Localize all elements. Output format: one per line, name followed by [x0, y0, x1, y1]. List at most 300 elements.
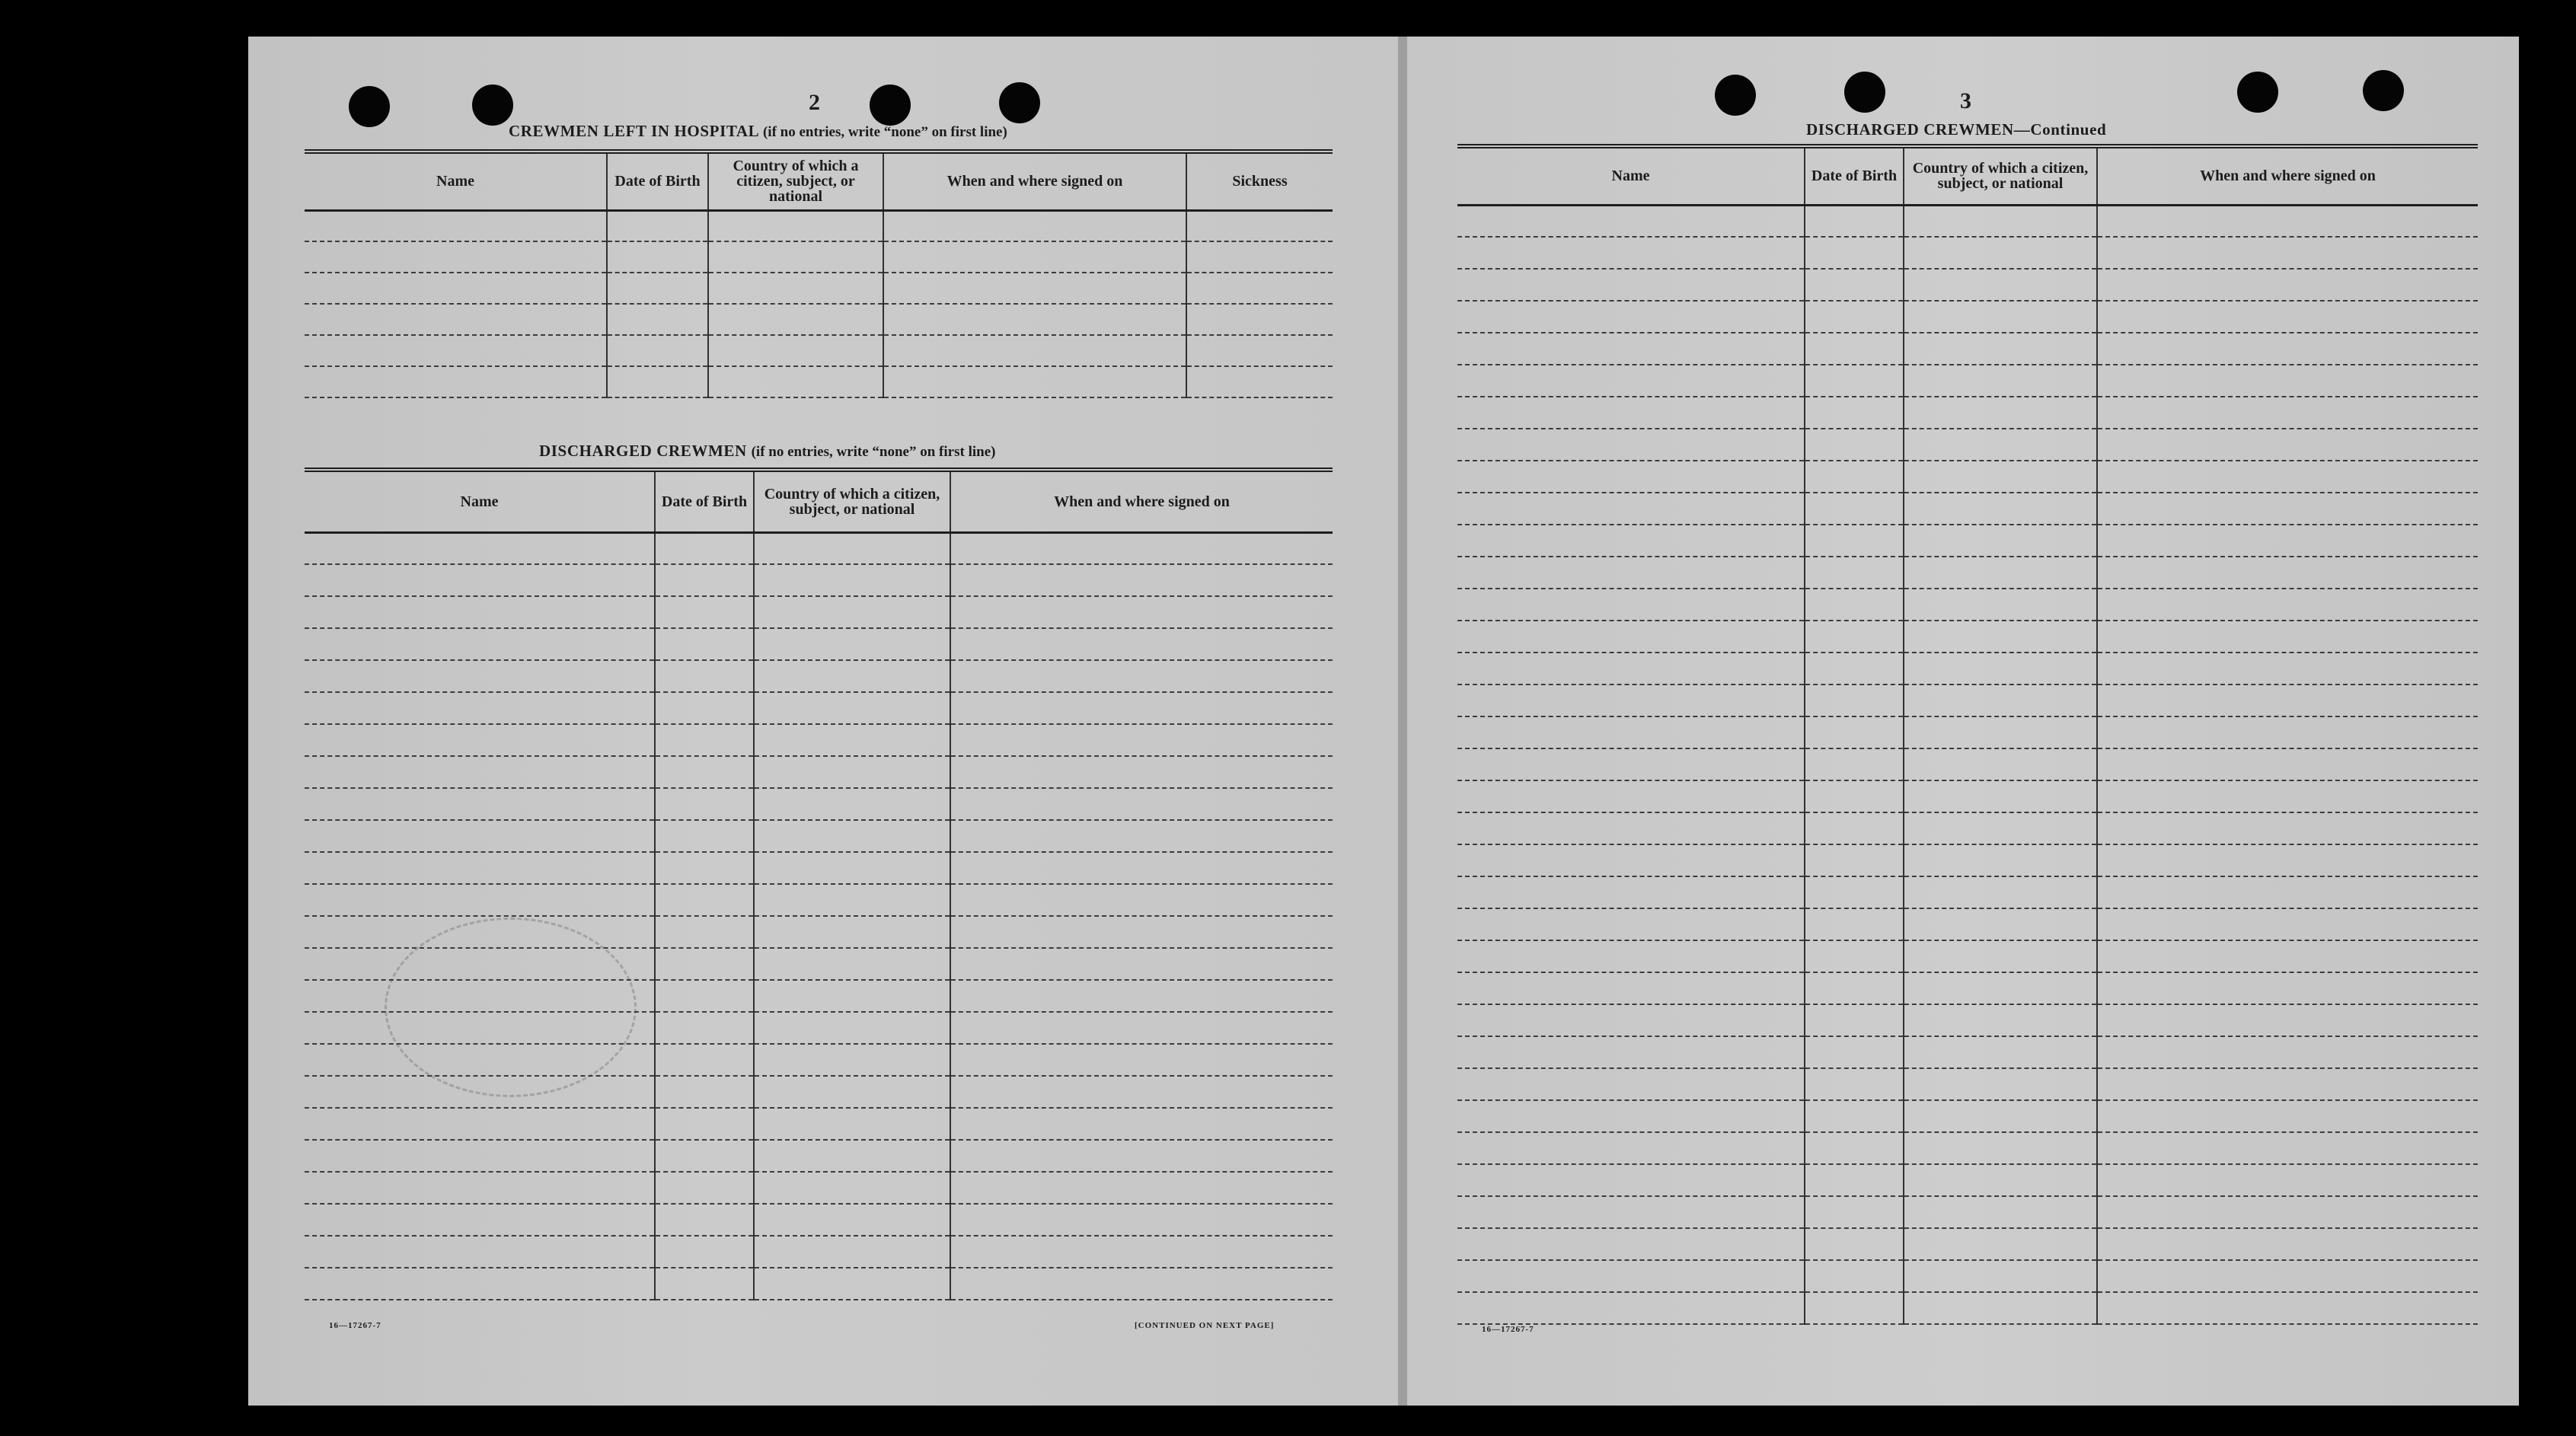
- table-cell: [607, 273, 708, 304]
- table-cell: [1904, 1068, 2097, 1100]
- table-cell: [754, 1236, 950, 1268]
- table-cell: [1904, 876, 2097, 908]
- table-cell: [655, 660, 754, 692]
- table-cell: [305, 1076, 655, 1108]
- table-cell: [754, 596, 950, 628]
- table-cell: [1904, 844, 2097, 876]
- table-row: [305, 273, 1333, 304]
- table-cell: [655, 916, 754, 948]
- table-cell: [1805, 525, 1904, 557]
- table-cell: [1904, 1004, 2097, 1036]
- table-cell: [950, 948, 1333, 980]
- table-cell: [883, 210, 1186, 241]
- table-cell: [1805, 205, 1904, 237]
- table-cell: [1457, 716, 1805, 748]
- table-row: [1457, 940, 2478, 972]
- table-cell: [1457, 1036, 1805, 1068]
- table-cell: [655, 852, 754, 884]
- table-cell: [754, 980, 950, 1012]
- table-cell: [1904, 1100, 2097, 1132]
- table-cell: [655, 564, 754, 596]
- table-cell: [2097, 1292, 2478, 1324]
- column-header: Sickness: [1186, 152, 1333, 210]
- table-cell: [754, 916, 950, 948]
- table-cell: [2097, 780, 2478, 812]
- table-cell: [1904, 525, 2097, 557]
- table-cell: [754, 884, 950, 916]
- table-cell: [305, 692, 655, 724]
- column-header: Date of Birth: [1805, 146, 1904, 205]
- table-cell: [754, 788, 950, 820]
- table-row: [1457, 1100, 2478, 1132]
- table-cell: [754, 1044, 950, 1076]
- table-cell: [305, 1044, 655, 1076]
- table-cell: [305, 304, 607, 335]
- table-cell: [1904, 461, 2097, 493]
- table-cell: [1805, 1196, 1904, 1228]
- table-cell: [883, 335, 1186, 366]
- column-header: When and where signed on: [950, 470, 1333, 532]
- table-cell: [1186, 366, 1333, 397]
- table-row: [1457, 972, 2478, 1004]
- table-cell: [2097, 1228, 2478, 1260]
- discharged-continued-table: [1457, 144, 2478, 1325]
- column-header: Country of which a citizen, subject, or national: [1904, 146, 2097, 205]
- table-cell: [2097, 589, 2478, 621]
- table-cell: [1805, 1036, 1904, 1068]
- table-cell: [1805, 940, 1904, 972]
- table-row: [1457, 684, 2478, 716]
- table-cell: [2097, 1164, 2478, 1196]
- table-row: [305, 1076, 1333, 1108]
- table-row: [305, 1172, 1333, 1204]
- table-row: [1457, 1004, 2478, 1036]
- table-cell: [2097, 237, 2478, 269]
- table-row: [1457, 716, 2478, 748]
- table-row: [305, 210, 1333, 241]
- table-cell: [950, 852, 1333, 884]
- table-cell: [754, 532, 950, 564]
- table-cell: [1457, 525, 1805, 557]
- table-cell: [950, 884, 1333, 916]
- table-cell: [1457, 237, 1805, 269]
- table-cell: [655, 1172, 754, 1204]
- table-row: [1457, 1196, 2478, 1228]
- table-cell: [1457, 461, 1805, 493]
- table-cell: [950, 532, 1333, 564]
- table-cell: [1457, 1068, 1805, 1100]
- continued-note: [CONTINUED ON NEXT PAGE]: [1135, 1321, 1275, 1330]
- table-cell: [1805, 653, 1904, 684]
- table-cell: [950, 1204, 1333, 1236]
- table-row: [1457, 844, 2478, 876]
- table-cell: [1904, 365, 2097, 397]
- table-cell: [1904, 429, 2097, 461]
- column-header: Name: [305, 470, 655, 532]
- table-cell: [950, 916, 1333, 948]
- table-cell: [1904, 301, 2097, 333]
- table-cell: [1805, 684, 1904, 716]
- column-header: When and where signed on: [2097, 146, 2478, 205]
- table-row: [1457, 1292, 2478, 1324]
- table-cell: [2097, 557, 2478, 589]
- table-cell: [2097, 1004, 2478, 1036]
- table-cell: [754, 1172, 950, 1204]
- table-row: [1457, 237, 2478, 269]
- table-cell: [1457, 1260, 1805, 1292]
- table-row: [305, 1044, 1333, 1076]
- table-row: [305, 304, 1333, 335]
- table-cell: [1186, 273, 1333, 304]
- table-cell: [655, 1108, 754, 1140]
- table-cell: [1457, 972, 1805, 1004]
- column-header: Name: [1457, 146, 1805, 205]
- table-cell: [305, 980, 655, 1012]
- table-cell: [2097, 205, 2478, 237]
- column-header: When and where signed on: [883, 152, 1186, 210]
- table-row: [1457, 1164, 2478, 1196]
- table-cell: [2097, 876, 2478, 908]
- table-cell: [2097, 812, 2478, 844]
- table-cell: [1805, 780, 1904, 812]
- table-cell: [1805, 397, 1904, 429]
- table-cell: [708, 273, 883, 304]
- table-cell: [655, 1204, 754, 1236]
- table-cell: [1805, 1132, 1904, 1164]
- table-row: [305, 884, 1333, 916]
- table-cell: [305, 628, 655, 660]
- table-cell: [655, 788, 754, 820]
- table-row: [305, 660, 1333, 692]
- table-cell: [655, 1076, 754, 1108]
- table-cell: [2097, 1100, 2478, 1132]
- table-row: [305, 532, 1333, 564]
- table-cell: [607, 335, 708, 366]
- discharged-section-title: [539, 442, 995, 461]
- table-cell: [1805, 589, 1904, 621]
- table-row: [1457, 301, 2478, 333]
- table-cell: [2097, 365, 2478, 397]
- table-row: [1457, 589, 2478, 621]
- table-cell: [950, 820, 1333, 852]
- table-cell: [754, 1268, 950, 1300]
- form-number: 16—17267-7: [1482, 1325, 1534, 1334]
- table-row: [305, 564, 1333, 596]
- hospital-table: [305, 149, 1333, 398]
- table-cell: [655, 1268, 754, 1300]
- table-row: [305, 366, 1333, 397]
- table-row: [305, 692, 1333, 724]
- table-cell: [2097, 716, 2478, 748]
- table-cell: [1805, 301, 1904, 333]
- table-cell: [1805, 1164, 1904, 1196]
- hospital-title-note: (if no entries, write “none” on first line): [762, 124, 1007, 140]
- table-cell: [883, 273, 1186, 304]
- table-cell: [1457, 844, 1805, 876]
- table-cell: [1186, 335, 1333, 366]
- table-cell: [1457, 748, 1805, 780]
- table-cell: [1904, 908, 2097, 940]
- table-row: [305, 1204, 1333, 1236]
- table-cell: [950, 564, 1333, 596]
- table-cell: [950, 1012, 1333, 1044]
- table-cell: [754, 692, 950, 724]
- table-cell: [883, 366, 1186, 397]
- table-cell: [305, 820, 655, 852]
- table-cell: [2097, 461, 2478, 493]
- table-cell: [305, 916, 655, 948]
- table-cell: [2097, 748, 2478, 780]
- table-cell: [655, 948, 754, 980]
- table-cell: [607, 304, 708, 335]
- table-cell: [1805, 972, 1904, 1004]
- table-cell: [754, 1076, 950, 1108]
- table-row: [1457, 621, 2478, 653]
- table-cell: [305, 1236, 655, 1268]
- table-cell: [305, 1012, 655, 1044]
- table-cell: [2097, 525, 2478, 557]
- table-cell: [2097, 621, 2478, 653]
- table-cell: [754, 820, 950, 852]
- table-cell: [1805, 1292, 1904, 1324]
- table-cell: [950, 1268, 1333, 1300]
- table-cell: [2097, 397, 2478, 429]
- table-cell: [305, 724, 655, 756]
- table-cell: [1805, 429, 1904, 461]
- form-number: 16—17267-7: [329, 1321, 381, 1330]
- table-row: [305, 335, 1333, 366]
- table-row: [1457, 365, 2478, 397]
- table-row: [305, 980, 1333, 1012]
- table-row: [1457, 908, 2478, 940]
- table-cell: [1186, 304, 1333, 335]
- hospital-title-text: CREWMEN LEFT IN HOSPITAL: [509, 122, 759, 140]
- table-cell: [2097, 1036, 2478, 1068]
- table-row: [305, 756, 1333, 788]
- punch-hole: [1715, 75, 1756, 116]
- table-cell: [655, 820, 754, 852]
- table-cell: [655, 1012, 754, 1044]
- table-cell: [1904, 205, 2097, 237]
- table-cell: [1457, 1228, 1805, 1260]
- table-row: [305, 1236, 1333, 1268]
- table-cell: [2097, 908, 2478, 940]
- table-cell: [1805, 1068, 1904, 1100]
- table-row: [305, 724, 1333, 756]
- table-cell: [1457, 780, 1805, 812]
- table-cell: [708, 241, 883, 273]
- table-row: [305, 1268, 1333, 1300]
- punch-hole: [349, 86, 390, 127]
- table-cell: [655, 1140, 754, 1172]
- table-cell: [1904, 1196, 2097, 1228]
- table-cell: [1904, 1228, 2097, 1260]
- table-cell: [950, 1172, 1333, 1204]
- table-cell: [1805, 493, 1904, 525]
- table-cell: [655, 724, 754, 756]
- table-row: [1457, 876, 2478, 908]
- table-cell: [1904, 1260, 2097, 1292]
- table-row: [1457, 269, 2478, 301]
- punch-hole: [2363, 70, 2404, 111]
- table-cell: [1805, 812, 1904, 844]
- table-cell: [1904, 1036, 2097, 1068]
- table-cell: [1457, 653, 1805, 684]
- table-cell: [655, 756, 754, 788]
- table-cell: [607, 210, 708, 241]
- table-row: [305, 820, 1333, 852]
- table-cell: [950, 1108, 1333, 1140]
- table-cell: [305, 788, 655, 820]
- column-header: Country of which a citizen, subject, or national: [754, 470, 950, 532]
- table-cell: [1186, 210, 1333, 241]
- table-cell: [305, 852, 655, 884]
- table-cell: [1904, 557, 2097, 589]
- table-row: [305, 241, 1333, 273]
- table-cell: [1457, 1196, 1805, 1228]
- table-cell: [2097, 493, 2478, 525]
- table-cell: [754, 756, 950, 788]
- table-row: [1457, 1260, 2478, 1292]
- table-cell: [1805, 1004, 1904, 1036]
- table-cell: [1904, 621, 2097, 653]
- table-cell: [1457, 397, 1805, 429]
- table-cell: [1805, 269, 1904, 301]
- table-row: [1457, 1036, 2478, 1068]
- table-cell: [305, 532, 655, 564]
- table-cell: [1457, 429, 1805, 461]
- table-cell: [1457, 908, 1805, 940]
- table-cell: [2097, 972, 2478, 1004]
- table-row: [1457, 429, 2478, 461]
- table-cell: [1457, 621, 1805, 653]
- table-cell: [754, 724, 950, 756]
- table-cell: [1904, 269, 2097, 301]
- table-row: [305, 916, 1333, 948]
- table-cell: [1904, 333, 2097, 365]
- table-cell: [1457, 812, 1805, 844]
- table-cell: [305, 564, 655, 596]
- table-cell: [2097, 653, 2478, 684]
- table-row: [1457, 812, 2478, 844]
- table-cell: [1805, 333, 1904, 365]
- table-cell: [1457, 1132, 1805, 1164]
- table-row: [305, 596, 1333, 628]
- discharged-table: [305, 467, 1333, 1300]
- table-row: [1457, 333, 2478, 365]
- table-cell: [754, 1140, 950, 1172]
- table-cell: [754, 948, 950, 980]
- punch-hole: [999, 82, 1040, 123]
- table-cell: [1457, 365, 1805, 397]
- table-cell: [1457, 493, 1805, 525]
- punch-hole: [1844, 72, 1885, 113]
- table-row: [1457, 653, 2478, 684]
- table-cell: [607, 366, 708, 397]
- table-cell: [305, 596, 655, 628]
- table-cell: [305, 1108, 655, 1140]
- table-cell: [950, 1140, 1333, 1172]
- table-row: [1457, 1132, 2478, 1164]
- page-number: 2: [809, 90, 820, 115]
- table-cell: [1457, 589, 1805, 621]
- table-cell: [305, 948, 655, 980]
- table-cell: [655, 980, 754, 1012]
- table-cell: [754, 564, 950, 596]
- table-cell: [1457, 301, 1805, 333]
- table-cell: [2097, 844, 2478, 876]
- table-cell: [1805, 621, 1904, 653]
- table-cell: [1904, 780, 2097, 812]
- table-cell: [1904, 812, 2097, 844]
- table-cell: [2097, 1068, 2478, 1100]
- table-cell: [708, 210, 883, 241]
- table-cell: [305, 1140, 655, 1172]
- table-cell: [1904, 940, 2097, 972]
- table-cell: [305, 1172, 655, 1204]
- table-cell: [708, 335, 883, 366]
- table-cell: [1904, 972, 2097, 1004]
- table-cell: [1904, 1164, 2097, 1196]
- table-row: [1457, 748, 2478, 780]
- table-cell: [1904, 684, 2097, 716]
- table-row: [305, 1108, 1333, 1140]
- table-row: [305, 628, 1333, 660]
- table-row: [305, 852, 1333, 884]
- discharged-title-text: DISCHARGED CREWMEN: [539, 442, 747, 460]
- table-cell: [655, 692, 754, 724]
- table-cell: [1805, 461, 1904, 493]
- table-cell: [655, 532, 754, 564]
- table-cell: [2097, 1132, 2478, 1164]
- table-cell: [1457, 1004, 1805, 1036]
- table-row: [1457, 397, 2478, 429]
- table-cell: [883, 241, 1186, 273]
- table-cell: [950, 980, 1333, 1012]
- table-cell: [1805, 237, 1904, 269]
- table-cell: [1805, 557, 1904, 589]
- table-cell: [754, 1012, 950, 1044]
- table-cell: [1904, 1132, 2097, 1164]
- table-cell: [655, 596, 754, 628]
- table-cell: [708, 304, 883, 335]
- table-row: [305, 1140, 1333, 1172]
- table-cell: [305, 335, 607, 366]
- table-cell: [950, 756, 1333, 788]
- table-cell: [950, 788, 1333, 820]
- table-row: [305, 788, 1333, 820]
- table-cell: [305, 1204, 655, 1236]
- table-cell: [754, 1204, 950, 1236]
- table-cell: [1457, 269, 1805, 301]
- discharged-continued-title: DISCHARGED CREWMEN—Continued: [1806, 120, 2107, 139]
- column-header: Name: [305, 152, 607, 210]
- table-cell: [1805, 908, 1904, 940]
- table-cell: [305, 884, 655, 916]
- table-cell: [1457, 1164, 1805, 1196]
- table-cell: [1904, 493, 2097, 525]
- table-cell: [754, 1108, 950, 1140]
- table-row: [1457, 205, 2478, 237]
- table-row: [1457, 461, 2478, 493]
- table-cell: [1904, 589, 2097, 621]
- table-cell: [305, 210, 607, 241]
- table-cell: [607, 241, 708, 273]
- table-cell: [655, 1236, 754, 1268]
- table-cell: [1186, 241, 1333, 273]
- table-cell: [1457, 333, 1805, 365]
- table-cell: [1805, 876, 1904, 908]
